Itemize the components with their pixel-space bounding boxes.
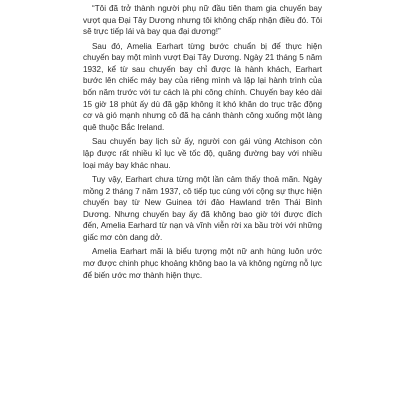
paragraph-records: Sau chuyến bay lịch sử ấy, người con gái vùng Atchison còn lập được rất nhiều kỉ lục về tốc độ, quãng đường bay với nhiều loại máy bay khác nhau. <box>83 137 322 170</box>
paragraph-last-flight: Tuy vậy, Earhart chưa từng một lần cảm thấy thoả mãn. Ngày mồng 2 tháng 7 năm 1937, cô tiếp tục cùng với cộng sự thực hiện chuyến bay từ New Guinea tới đảo Hawland trên Thái Bình Dương. Nhưng chuyến bay ấy đã không bao giờ tới được đích đến, Amelia Earhard từ nạn và vĩnh viễn rời xa bầu trời với những giấc mơ còn dang dở. <box>83 174 322 242</box>
paragraph-legacy: Amelia Earhart mãi là biểu tượng một nữ anh hùng luôn ước mơ được chinh phục khoảng không bao la và không ngừng nỗ lực để biến ước mơ thành hiện thực. <box>83 247 322 280</box>
paragraph-quote: “Tôi đã trở thành người phụ nữ đầu tiên tham gia chuyến bay vượt qua Đại Tây Dương nhưng tôi không chấp nhận điều đó. Tôi sẽ trực tiếp lái và bay qua đại dương!” <box>83 4 322 37</box>
paragraph-solo-flight: Sau đó, Amelia Earhart từng bước chuẩn bị để thực hiện chuyến bay một mình vượt Đại Tây Dương. Ngày 21 tháng 5 năm 1932, kể từ sau chuyến bay chỉ được là hành khách, Earhart bước lên chiếc máy bay của riêng mình và lập lại hành trình của bốn năm trước với tư cách là phi công chính. Chuyến bay kéo dài 15 giờ 18 phút ấy dù đã gặp không ít khó khăn do trục trặc động cơ và gió mạnh nhưng cô đã hạ cánh thành công xuống một làng quê thuộc Bắc Ireland. <box>83 41 322 132</box>
